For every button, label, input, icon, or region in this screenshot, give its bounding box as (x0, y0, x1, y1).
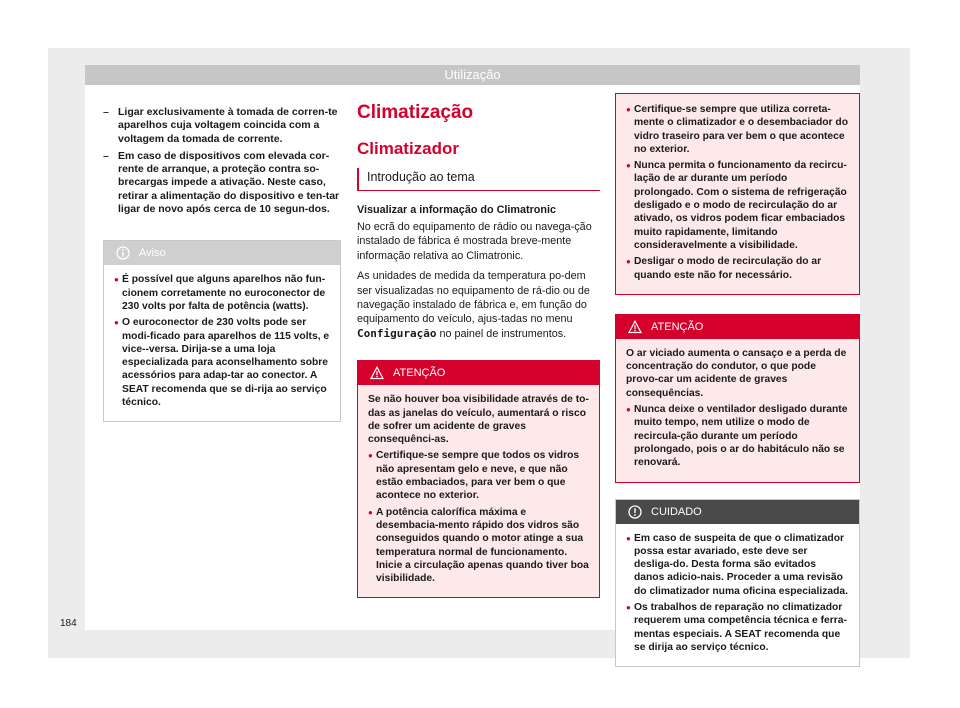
atencao-label: ATENÇÃO (393, 367, 446, 380)
list-item: ● Desligar o modo de recirculação do ar quando este não for necessário. (626, 255, 849, 282)
list-item: ● Nunca deixe o ventilador desligado durante muito tempo, nem utilize o modo de recircula-ção durante um período prolongado, pois o ar do habitáculo não se renovará. (626, 403, 849, 469)
cuidado-box (615, 499, 860, 668)
list-item: ● Os trabalhos de reparação no climatizador requerem uma competência técnica e ferra-mentas especiais. A SEAT recomenda que se dirija ao serviço técnico. (626, 601, 849, 654)
cuidado-body (616, 524, 859, 667)
column-middle (357, 100, 600, 598)
chapter-title: Climatização (357, 102, 474, 123)
dash-list (103, 106, 341, 216)
column-right (615, 93, 860, 667)
aviso-header (104, 241, 340, 265)
cuidado-label: CUIDADO (651, 505, 702, 518)
atencao-header (358, 361, 599, 385)
atencao-body (616, 339, 859, 482)
caution-icon (628, 505, 642, 519)
menu-name: Configuração (357, 326, 437, 340)
page-number: 184 (60, 618, 77, 629)
cuidado-header (616, 500, 859, 524)
list-item: – Em caso de dispositivos com elevada cor-rente de arranque, a proteção contra so-brecargas impede a ativação. Neste caso, retirar a alimentação do dispositivo e ten-tar ligar de novo após cerca de 10 segun-dos. (103, 150, 341, 216)
running-header: Utilização (85, 65, 860, 85)
list-item: – Ligar exclusivamente à tomada de corren-te aparelhos cuja voltagem coincida com a voltagem da tomada de corrente. (103, 106, 341, 146)
topic-heading: Visualizar a informação do Climatronic (357, 204, 556, 216)
atencao-label: ATENÇÃO (651, 320, 704, 333)
paragraph: As unidades de medida da temperatura po-dem ser visualizadas no equipamento de rá-dio ou de navegação instalado de fábrica e, em função do equipamento do veículo, ajus-tadas no menu Configuração no painel de instrumentos. (357, 270, 590, 340)
aviso-label: Aviso (139, 247, 166, 260)
list-item: ● Nunca permita o funcionamento da recircu-lação de ar durante um período prolongado. Com o sistema de refrigeração desligado e o modo de recirculação do ar ativado, os vidros podem ficar embaciados muito rapidamente, limitando consideravelmente a visibilidade. (626, 159, 849, 252)
warning-icon (628, 320, 642, 334)
subsection-title: Introdução ao tema (357, 168, 600, 191)
info-icon (116, 246, 130, 260)
atencao-body (358, 385, 599, 597)
atencao-box-2 (615, 314, 860, 483)
warning-intro: O ar viciado aumenta o cansaço e a perda de concentração do condutor, o que pode provo-car um acidente de graves consequências. (626, 347, 847, 399)
warning-intro: Se não houver boa visibilidade através de to-das as janelas do veículo, aumentará o risco de sofrer um acidente de graves consequênci-as. (368, 394, 589, 446)
list-item: ● A potência calorífica máxima e desembacia-mento rápido dos vidros são conseguidos quando o motor atinge a sua temperatura normal de funcionamento. Inicie a circulação apenas quando tiver boa visibilidade. (368, 506, 589, 586)
warning-icon (370, 366, 384, 380)
atencao-box (357, 360, 600, 598)
aviso-body (104, 265, 340, 421)
paragraph: No ecrã do equipamento de rádio ou navega-ção instalado de fábrica é mostrada breve-mente informação relativa ao Climatronic. (357, 221, 592, 262)
list-item: ● É possível que alguns aparelhos não fun-cionem corretamente no euroconector de 230 volts por falta de potência (watts). (114, 273, 330, 313)
list-item: ● Certifique-se sempre que todos os vidros não apresentam gelo e neve, e que não estão embaciados, para ver bem o que acontece no exterior. (368, 449, 589, 502)
atencao-continued-box (615, 93, 860, 295)
section-title: Climatizador (357, 139, 460, 158)
column-left (103, 106, 341, 422)
list-item: ● Certifique-se sempre que utiliza correta-mente o climatizador e o desembaciador do vidro traseiro para ver bem o que acontece no exterior. (626, 103, 849, 156)
atencao-continued-body (616, 94, 859, 294)
atencao-header (616, 315, 859, 339)
list-item: ● O euroconector de 230 volts pode ser modi-ficado para aparelhos de 115 volts, e vice--versa. Dirija-se a uma loja especializada para aconselhamento sobre acessórios para adap-tar ao conector. A SEAT recomenda que se di-rija ao serviço técnico. (114, 316, 330, 409)
list-item: ● Em caso de suspeita de que o climatizador possa estar avariado, este deve ser desliga-do. Desta forma são evitados danos adicio-nais. Proceder a uma revisão do climatizador numa oficina especializada. (626, 532, 849, 598)
aviso-box (103, 240, 341, 422)
